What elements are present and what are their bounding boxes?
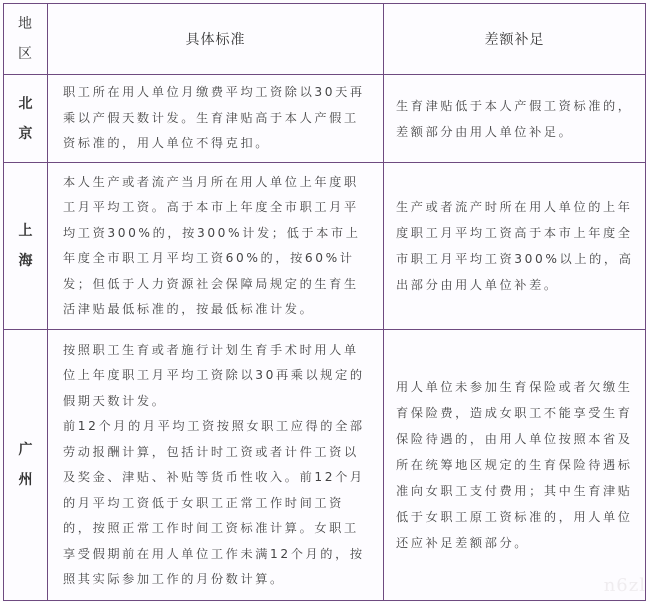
standard-cell: 本人生产或者流产当月所在用人单位上年度职工月平均工资。高于本市上年度全市职工月平均工资300%的，按300%计发；低于本市上年度全市职工月平均工资60%的，按60%计发；但低于人力资源社会保障局规定的生育生活津贴最低标准的，按最低标准计发。	[48, 163, 384, 330]
header-row	[4, 4, 646, 75]
table-row-guangzhou	[4, 330, 646, 601]
region-cell: 上 海	[4, 163, 48, 330]
header-difference: 差额补足	[384, 4, 646, 75]
region-cell: 北 京	[4, 75, 48, 163]
difference-cell: 用人单位未参加生育保险或者欠缴生育保险费，造成女职工不能享受生育保险待遇的，由用人单位按照本省及所在统筹地区规定的生育保险待遇标准向女职工支付费用；其中生育津贴低于女职工原工资标准的，用人单位还应补足差额部分。	[384, 330, 646, 601]
header-standard: 具体标准	[48, 4, 384, 75]
region-cell: 广 州	[4, 330, 48, 601]
difference-cell: 生产或者流产时所在用人单位的上年度职工月平均工资高于本市上年度全市职工月平均工资300%以上的，高出部分由用人单位补差。	[384, 163, 646, 330]
watermark: n6zl	[603, 575, 646, 596]
table-row-shanghai	[4, 163, 646, 330]
maternity-allowance-table	[3, 3, 646, 601]
standard-cell: 按照职工生育或者施行计划生育手术时用人单位上年度职工月平均工资除以30再乘以规定的假期天数计发。 前12个月的月平均工资按照女职工应得的全部劳动报酬计算，包括计时工资或者计件工资以及奖金、津贴、补贴等货币性收入。前12个月的月平均工资低于女职工正常工作时间工资的，按照正常工作时间工资标准计算。女职工享受假期前在用人单位工作未满12个月的，按照其实际参加工作的月份数计算。	[48, 330, 384, 601]
header-region: 地 区	[4, 4, 48, 75]
standard-cell: 职工所在用人单位月缴费平均工资除以30天再乘以产假天数计发。生育津贴高于本人产假工资标准的，用人单位不得克扣。	[48, 75, 384, 163]
difference-cell: 生育津贴低于本人产假工资标准的，差额部分由用人单位补足。	[384, 75, 646, 163]
table-row-beijing	[4, 75, 646, 163]
